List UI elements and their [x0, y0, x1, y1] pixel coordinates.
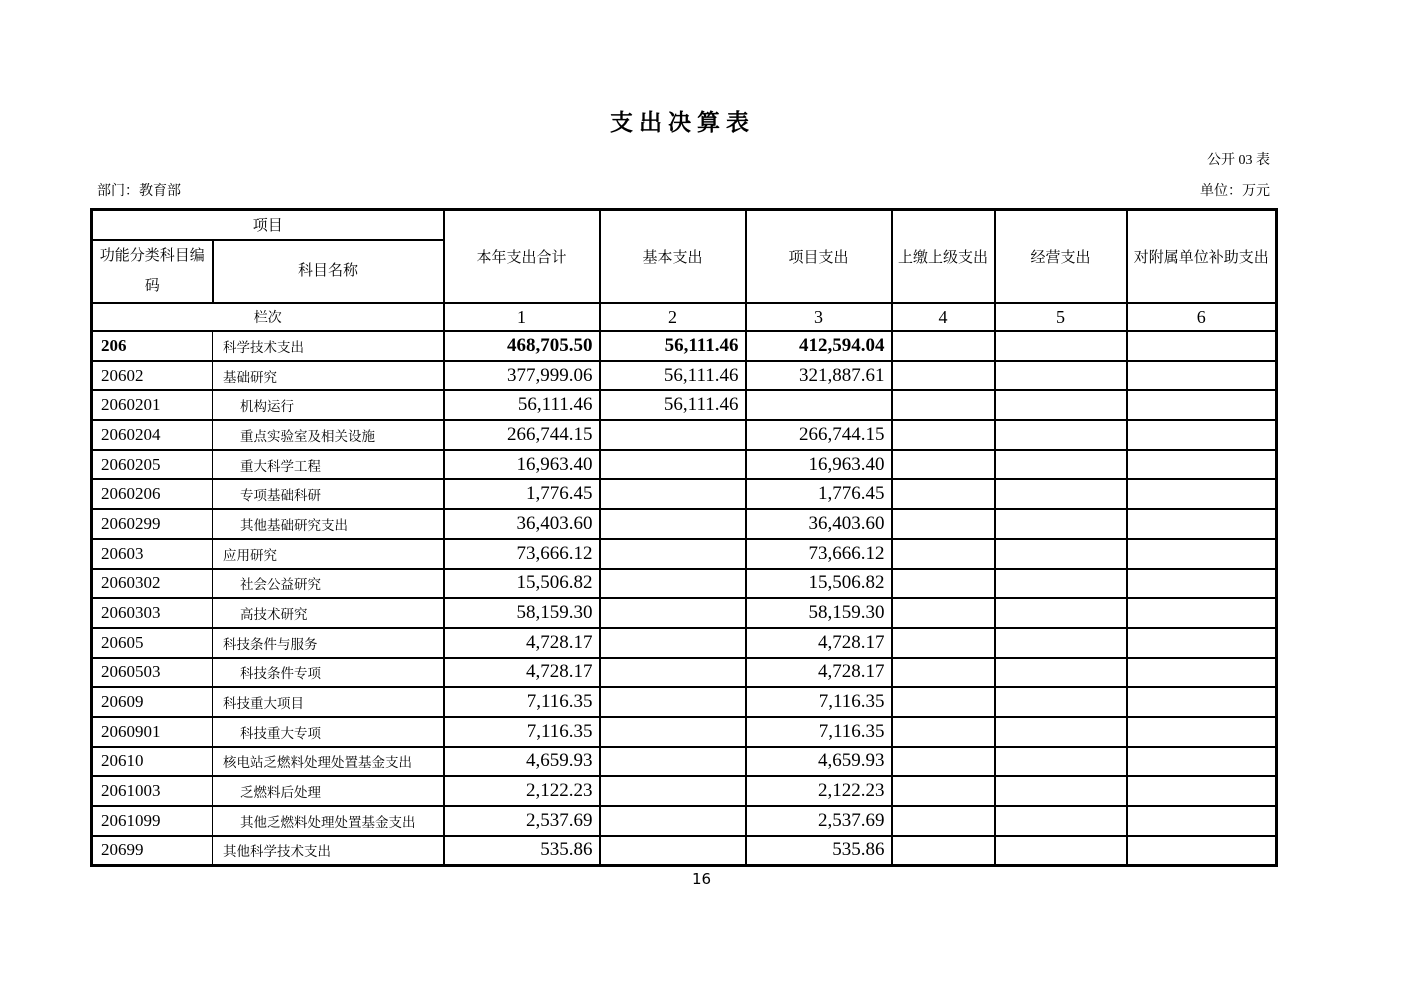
- project-expenditure-cell: 4,728.17: [746, 658, 892, 688]
- operating-expenditure-cell: [995, 628, 1127, 658]
- operating-expenditure-cell: [995, 598, 1127, 628]
- column-number-6: 6: [1127, 303, 1277, 331]
- basic-expenditure-cell: [600, 806, 746, 836]
- table-row: [92, 569, 1277, 599]
- project-expenditure-cell: 2,122.23: [746, 776, 892, 806]
- operating-expenditure-cell: [995, 479, 1127, 509]
- subsidy-expenditure-cell: [1127, 331, 1277, 361]
- subject-code-cell: 2060503: [92, 658, 213, 688]
- operating-expenditure-cell: [995, 687, 1127, 717]
- upper-level-expenditure-cell: [892, 539, 995, 569]
- page-number: 16: [691, 870, 712, 888]
- upper-level-expenditure-cell: [892, 598, 995, 628]
- upper-level-expenditure-cell: [892, 390, 995, 420]
- total-expenditure-cell: 16,963.40: [444, 450, 600, 480]
- operating-expenditure-cell: [995, 509, 1127, 539]
- header-subsidy-expenditure: 对附属单位补助支出: [1127, 210, 1277, 304]
- subsidy-expenditure-cell: [1127, 628, 1277, 658]
- total-expenditure-cell: 535.86: [444, 836, 600, 866]
- operating-expenditure-cell: [995, 361, 1127, 391]
- subject-name-cell: 重点实验室及相关设施: [213, 420, 444, 450]
- meta-row: [97, 180, 1270, 200]
- table-row: [92, 776, 1277, 806]
- basic-expenditure-cell: [600, 776, 746, 806]
- operating-expenditure-cell: [995, 569, 1127, 599]
- page-title: 支出决算表: [610, 110, 755, 135]
- project-expenditure-cell: 7,116.35: [746, 717, 892, 747]
- subsidy-expenditure-cell: [1127, 569, 1277, 599]
- subject-name-cell: 核电站乏燃料处理处置基金支出: [213, 747, 444, 777]
- subject-code-cell: 20602: [92, 361, 213, 391]
- operating-expenditure-cell: [995, 747, 1127, 777]
- basic-expenditure-cell: [600, 598, 746, 628]
- subject-name-cell: 机构运行: [213, 390, 444, 420]
- basic-expenditure-cell: 56,111.46: [600, 361, 746, 391]
- total-expenditure-cell: 56,111.46: [444, 390, 600, 420]
- subsidy-expenditure-cell: [1127, 390, 1277, 420]
- table-row: [92, 598, 1277, 628]
- total-expenditure-cell: 4,728.17: [444, 628, 600, 658]
- upper-level-expenditure-cell: [892, 569, 995, 599]
- table-row: [92, 331, 1277, 361]
- operating-expenditure-cell: [995, 836, 1127, 866]
- project-expenditure-cell: 2,537.69: [746, 806, 892, 836]
- project-expenditure-cell: 535.86: [746, 836, 892, 866]
- basic-expenditure-cell: [600, 658, 746, 688]
- basic-expenditure-cell: [600, 509, 746, 539]
- subject-name-cell: 乏燃料后处理: [213, 776, 444, 806]
- upper-level-expenditure-cell: [892, 420, 995, 450]
- upper-level-expenditure-cell: [892, 331, 995, 361]
- column-number-5: 5: [995, 303, 1127, 331]
- header-project-group: 项目: [92, 210, 444, 240]
- operating-expenditure-cell: [995, 658, 1127, 688]
- table-row: [92, 717, 1277, 747]
- upper-level-expenditure-cell: [892, 658, 995, 688]
- total-expenditure-cell: 73,666.12: [444, 539, 600, 569]
- basic-expenditure-cell: [600, 479, 746, 509]
- upper-level-expenditure-cell: [892, 747, 995, 777]
- table-code-label: 公开 03 表: [1207, 153, 1270, 168]
- operating-expenditure-cell: [995, 539, 1127, 569]
- total-expenditure-cell: 1,776.45: [444, 479, 600, 509]
- total-expenditure-cell: 468,705.50: [444, 331, 600, 361]
- total-expenditure-cell: 377,999.06: [444, 361, 600, 391]
- table-row: [92, 509, 1277, 539]
- header-subject-code: 功能分类科目编码: [92, 240, 213, 304]
- subsidy-expenditure-cell: [1127, 450, 1277, 480]
- header-basic-expenditure: 基本支出: [600, 210, 746, 304]
- subject-name-cell: 社会公益研究: [213, 569, 444, 599]
- table-row: [92, 420, 1277, 450]
- subject-code-cell: 2061099: [92, 806, 213, 836]
- table-row: [92, 806, 1277, 836]
- column-number-2: 2: [600, 303, 746, 331]
- total-expenditure-cell: 4,659.93: [444, 747, 600, 777]
- department-label: 部门：教育部: [97, 184, 181, 199]
- header-subject-name: 科目名称: [213, 240, 444, 304]
- subject-code-cell: 20609: [92, 687, 213, 717]
- operating-expenditure-cell: [995, 331, 1127, 361]
- project-expenditure-cell: 4,728.17: [746, 628, 892, 658]
- table-row: [92, 450, 1277, 480]
- upper-level-expenditure-cell: [892, 717, 995, 747]
- subject-code-cell: 2060303: [92, 598, 213, 628]
- header-project-expenditure: 项目支出: [746, 210, 892, 304]
- subsidy-expenditure-cell: [1127, 509, 1277, 539]
- subsidy-expenditure-cell: [1127, 747, 1277, 777]
- subject-name-cell: 其他乏燃料处理处置基金支出: [213, 806, 444, 836]
- project-expenditure-cell: 36,403.60: [746, 509, 892, 539]
- upper-level-expenditure-cell: [892, 836, 995, 866]
- project-expenditure-cell: 266,744.15: [746, 420, 892, 450]
- total-expenditure-cell: 58,159.30: [444, 598, 600, 628]
- header-lanci: 栏次: [92, 303, 444, 331]
- unit-label: 单位：万元: [1200, 184, 1270, 199]
- operating-expenditure-cell: [995, 717, 1127, 747]
- total-expenditure-cell: 7,116.35: [444, 687, 600, 717]
- basic-expenditure-cell: 56,111.46: [600, 331, 746, 361]
- subject-code-cell: 2060302: [92, 569, 213, 599]
- subsidy-expenditure-cell: [1127, 717, 1277, 747]
- table-row: [92, 836, 1277, 866]
- subsidy-expenditure-cell: [1127, 539, 1277, 569]
- table-row: [92, 361, 1277, 391]
- table-row: [92, 747, 1277, 777]
- subsidy-expenditure-cell: [1127, 361, 1277, 391]
- subject-name-cell: 科技重大专项: [213, 717, 444, 747]
- subject-code-cell: 2060204: [92, 420, 213, 450]
- project-expenditure-cell: 412,594.04: [746, 331, 892, 361]
- project-expenditure-cell: 7,116.35: [746, 687, 892, 717]
- project-expenditure-cell: 4,659.93: [746, 747, 892, 777]
- subject-code-cell: 2061003: [92, 776, 213, 806]
- subsidy-expenditure-cell: [1127, 776, 1277, 806]
- header-operating-expenditure: 经营支出: [995, 210, 1127, 304]
- basic-expenditure-cell: [600, 747, 746, 777]
- subsidy-expenditure-cell: [1127, 420, 1277, 450]
- column-number-4: 4: [892, 303, 995, 331]
- upper-level-expenditure-cell: [892, 806, 995, 836]
- column-number-3: 3: [746, 303, 892, 331]
- total-expenditure-cell: 2,537.69: [444, 806, 600, 836]
- subject-code-cell: 2060299: [92, 509, 213, 539]
- upper-level-expenditure-cell: [892, 687, 995, 717]
- basic-expenditure-cell: 56,111.46: [600, 390, 746, 420]
- total-expenditure-cell: 2,122.23: [444, 776, 600, 806]
- subsidy-expenditure-cell: [1127, 687, 1277, 717]
- subject-code-cell: 2060205: [92, 450, 213, 480]
- subject-name-cell: 科技条件与服务: [213, 628, 444, 658]
- upper-level-expenditure-cell: [892, 361, 995, 391]
- project-expenditure-cell: 58,159.30: [746, 598, 892, 628]
- subsidy-expenditure-cell: [1127, 836, 1277, 866]
- operating-expenditure-cell: [995, 420, 1127, 450]
- basic-expenditure-cell: [600, 717, 746, 747]
- subsidy-expenditure-cell: [1127, 658, 1277, 688]
- subject-name-cell: 基础研究: [213, 361, 444, 391]
- subject-name-cell: 科学技术支出: [213, 331, 444, 361]
- basic-expenditure-cell: [600, 420, 746, 450]
- project-expenditure-cell: 15,506.82: [746, 569, 892, 599]
- subject-code-cell: 2060901: [92, 717, 213, 747]
- upper-level-expenditure-cell: [892, 628, 995, 658]
- basic-expenditure-cell: [600, 687, 746, 717]
- basic-expenditure-cell: [600, 450, 746, 480]
- project-expenditure-cell: [746, 390, 892, 420]
- project-expenditure-cell: 73,666.12: [746, 539, 892, 569]
- total-expenditure-cell: 15,506.82: [444, 569, 600, 599]
- subject-code-cell: 2060201: [92, 390, 213, 420]
- header-upper-level-expenditure: 上缴上级支出: [892, 210, 995, 304]
- subsidy-expenditure-cell: [1127, 479, 1277, 509]
- subject-name-cell: 重大科学工程: [213, 450, 444, 480]
- subject-name-cell: 科技条件专项: [213, 658, 444, 688]
- table-row: [92, 687, 1277, 717]
- subject-code-cell: 20610: [92, 747, 213, 777]
- total-expenditure-cell: 4,728.17: [444, 658, 600, 688]
- upper-level-expenditure-cell: [892, 509, 995, 539]
- operating-expenditure-cell: [995, 450, 1127, 480]
- subject-name-cell: 高技术研究: [213, 598, 444, 628]
- basic-expenditure-cell: [600, 628, 746, 658]
- project-expenditure-cell: 1,776.45: [746, 479, 892, 509]
- subject-code-cell: 20699: [92, 836, 213, 866]
- header-total-expenditure: 本年支出合计: [444, 210, 600, 304]
- operating-expenditure-cell: [995, 776, 1127, 806]
- operating-expenditure-cell: [995, 390, 1127, 420]
- expenditure-table: [90, 208, 1278, 867]
- upper-level-expenditure-cell: [892, 479, 995, 509]
- table-body: [92, 331, 1277, 865]
- basic-expenditure-cell: [600, 569, 746, 599]
- subsidy-expenditure-cell: [1127, 806, 1277, 836]
- column-number-1: 1: [444, 303, 600, 331]
- upper-level-expenditure-cell: [892, 776, 995, 806]
- subject-name-cell: 专项基础科研: [213, 479, 444, 509]
- total-expenditure-cell: 36,403.60: [444, 509, 600, 539]
- basic-expenditure-cell: [600, 539, 746, 569]
- subject-code-cell: 206: [92, 331, 213, 361]
- subject-name-cell: 其他科学技术支出: [213, 836, 444, 866]
- subsidy-expenditure-cell: [1127, 598, 1277, 628]
- subject-code-cell: 20605: [92, 628, 213, 658]
- upper-level-expenditure-cell: [892, 450, 995, 480]
- operating-expenditure-cell: [995, 806, 1127, 836]
- total-expenditure-cell: 7,116.35: [444, 717, 600, 747]
- project-expenditure-cell: 321,887.61: [746, 361, 892, 391]
- subject-name-cell: 其他基础研究支出: [213, 509, 444, 539]
- subject-name-cell: 应用研究: [213, 539, 444, 569]
- total-expenditure-cell: 266,744.15: [444, 420, 600, 450]
- table-row: [92, 658, 1277, 688]
- table-row: [92, 479, 1277, 509]
- table-row: [92, 628, 1277, 658]
- subject-name-cell: 科技重大项目: [213, 687, 444, 717]
- basic-expenditure-cell: [600, 836, 746, 866]
- subject-code-cell: 20603: [92, 539, 213, 569]
- subject-code-cell: 2060206: [92, 479, 213, 509]
- table-row: [92, 390, 1277, 420]
- project-expenditure-cell: 16,963.40: [746, 450, 892, 480]
- table-row: [92, 539, 1277, 569]
